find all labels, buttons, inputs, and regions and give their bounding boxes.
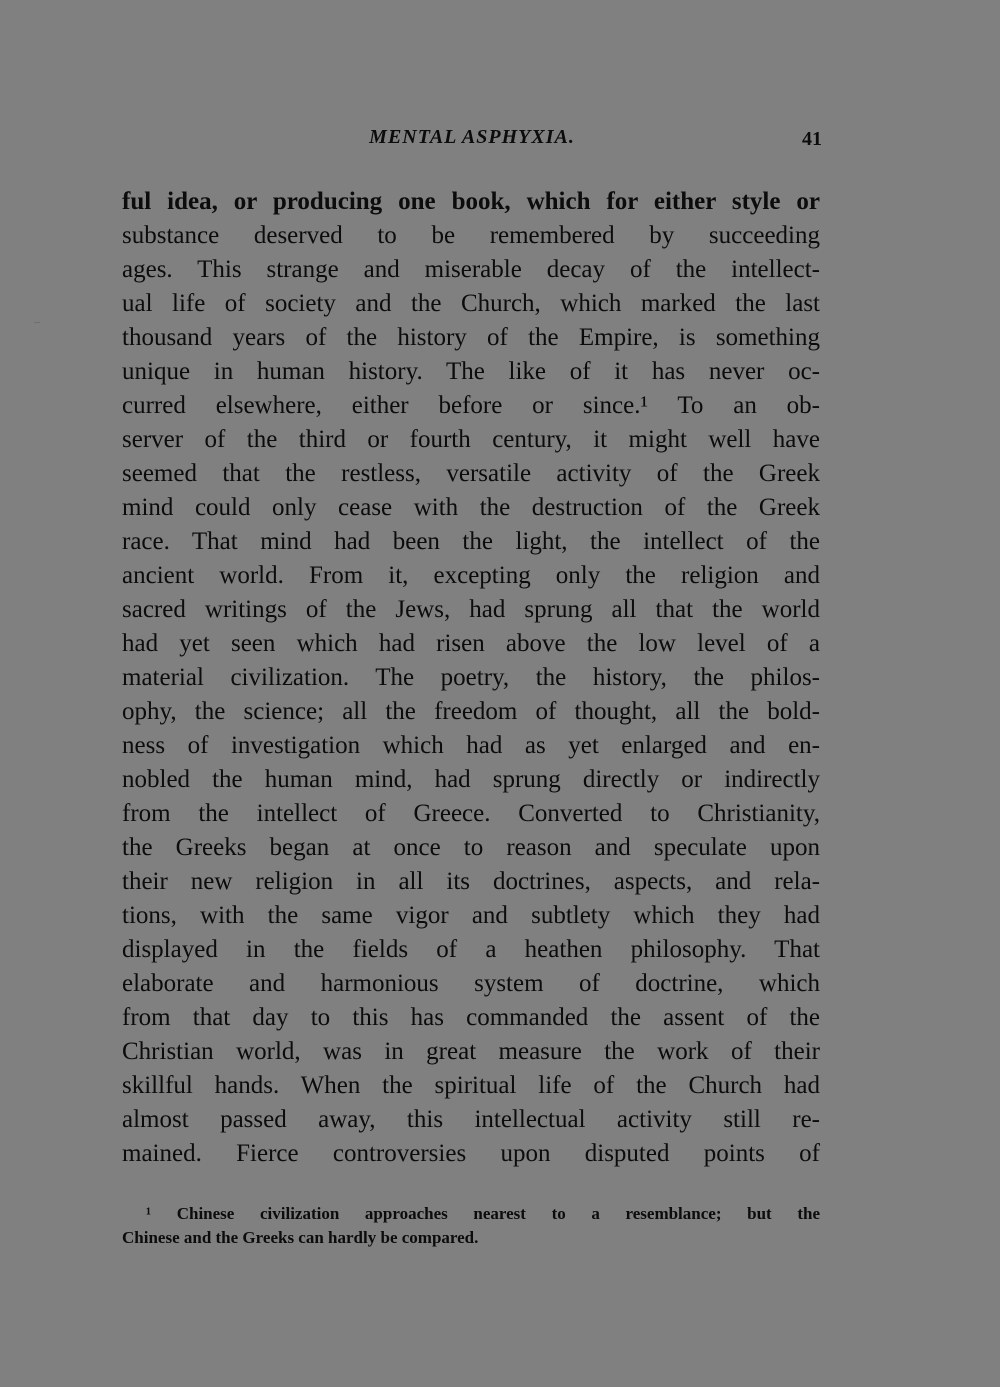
- body-line: race. That mind had been the light, the intellect of the: [122, 528, 820, 555]
- body-line: thousand years of the history of the Empire, is something: [122, 324, 820, 351]
- footnote-line: ¹ Chinese civilization approaches nearest to a resemblance; but the: [146, 1204, 820, 1223]
- body-line: mind could only cease with the destruction of the Greek: [122, 494, 820, 521]
- body-line: had yet seen which had risen above the low level of a: [122, 630, 820, 657]
- body-line: ual life of society and the Church, which marked the last: [122, 290, 820, 317]
- body-line: server of the third or fourth century, it might well have: [122, 426, 820, 453]
- body-line: substance deserved to be remembered by succeeding: [122, 222, 820, 249]
- body-line: displayed in the fields of a heathen philosophy. That: [122, 936, 820, 963]
- body-line: tions, with the same vigor and subtlety which they had: [122, 902, 820, 929]
- body-line: sacred writings of the Jews, had sprung all that the world: [122, 596, 820, 623]
- footnote: [122, 1202, 820, 1250]
- body-line: ful idea, or producing one book, which for either style or: [122, 188, 820, 215]
- body-line: skillful hands. When the spiritual life of the Church had: [122, 1072, 820, 1099]
- body-text: [122, 185, 820, 1171]
- body-line: Christian world, was in great measure the work of their: [122, 1038, 820, 1065]
- body-line: seemed that the restless, versatile activity of the Greek: [122, 460, 820, 487]
- body-line: material civilization. The poetry, the history, the philos-: [122, 664, 820, 691]
- footnote-line: Chinese and the Greeks can hardly be compared.: [122, 1228, 479, 1247]
- running-head: [122, 126, 822, 156]
- body-line: curred elsewhere, either before or since.¹ To an ob-: [122, 392, 820, 419]
- body-line: almost passed away, this intellectual activity still re-: [122, 1106, 820, 1133]
- body-line: unique in human history. The like of it has never oc-: [122, 358, 820, 385]
- body-line: their new religion in all its doctrines, aspects, and rela-: [122, 868, 820, 895]
- body-line: from that day to this has commanded the assent of the: [122, 1004, 820, 1031]
- body-line: elaborate and harmonious system of doctrine, which: [122, 970, 820, 997]
- body-line: ophy, the science; all the freedom of thought, all the bold-: [122, 698, 820, 725]
- running-head-title: MENTAL ASPHYXIA.: [369, 126, 575, 148]
- body-line: from the intellect of Greece. Converted to Christianity,: [122, 800, 820, 827]
- body-line: ness of investigation which had as yet enlarged and en-: [122, 732, 820, 759]
- body-line: mained. Fierce controversies upon disputed points of: [122, 1140, 820, 1167]
- body-line: nobled the human mind, had sprung directly or indirectly: [122, 766, 820, 793]
- body-line: ancient world. From it, excepting only the religion and: [122, 562, 820, 589]
- page-number: 41: [802, 128, 822, 150]
- body-line: the Greeks began at once to reason and speculate upon: [122, 834, 820, 861]
- body-line: ages. This strange and miserable decay of the intellect-: [122, 256, 820, 283]
- margin-mark: [34, 322, 40, 323]
